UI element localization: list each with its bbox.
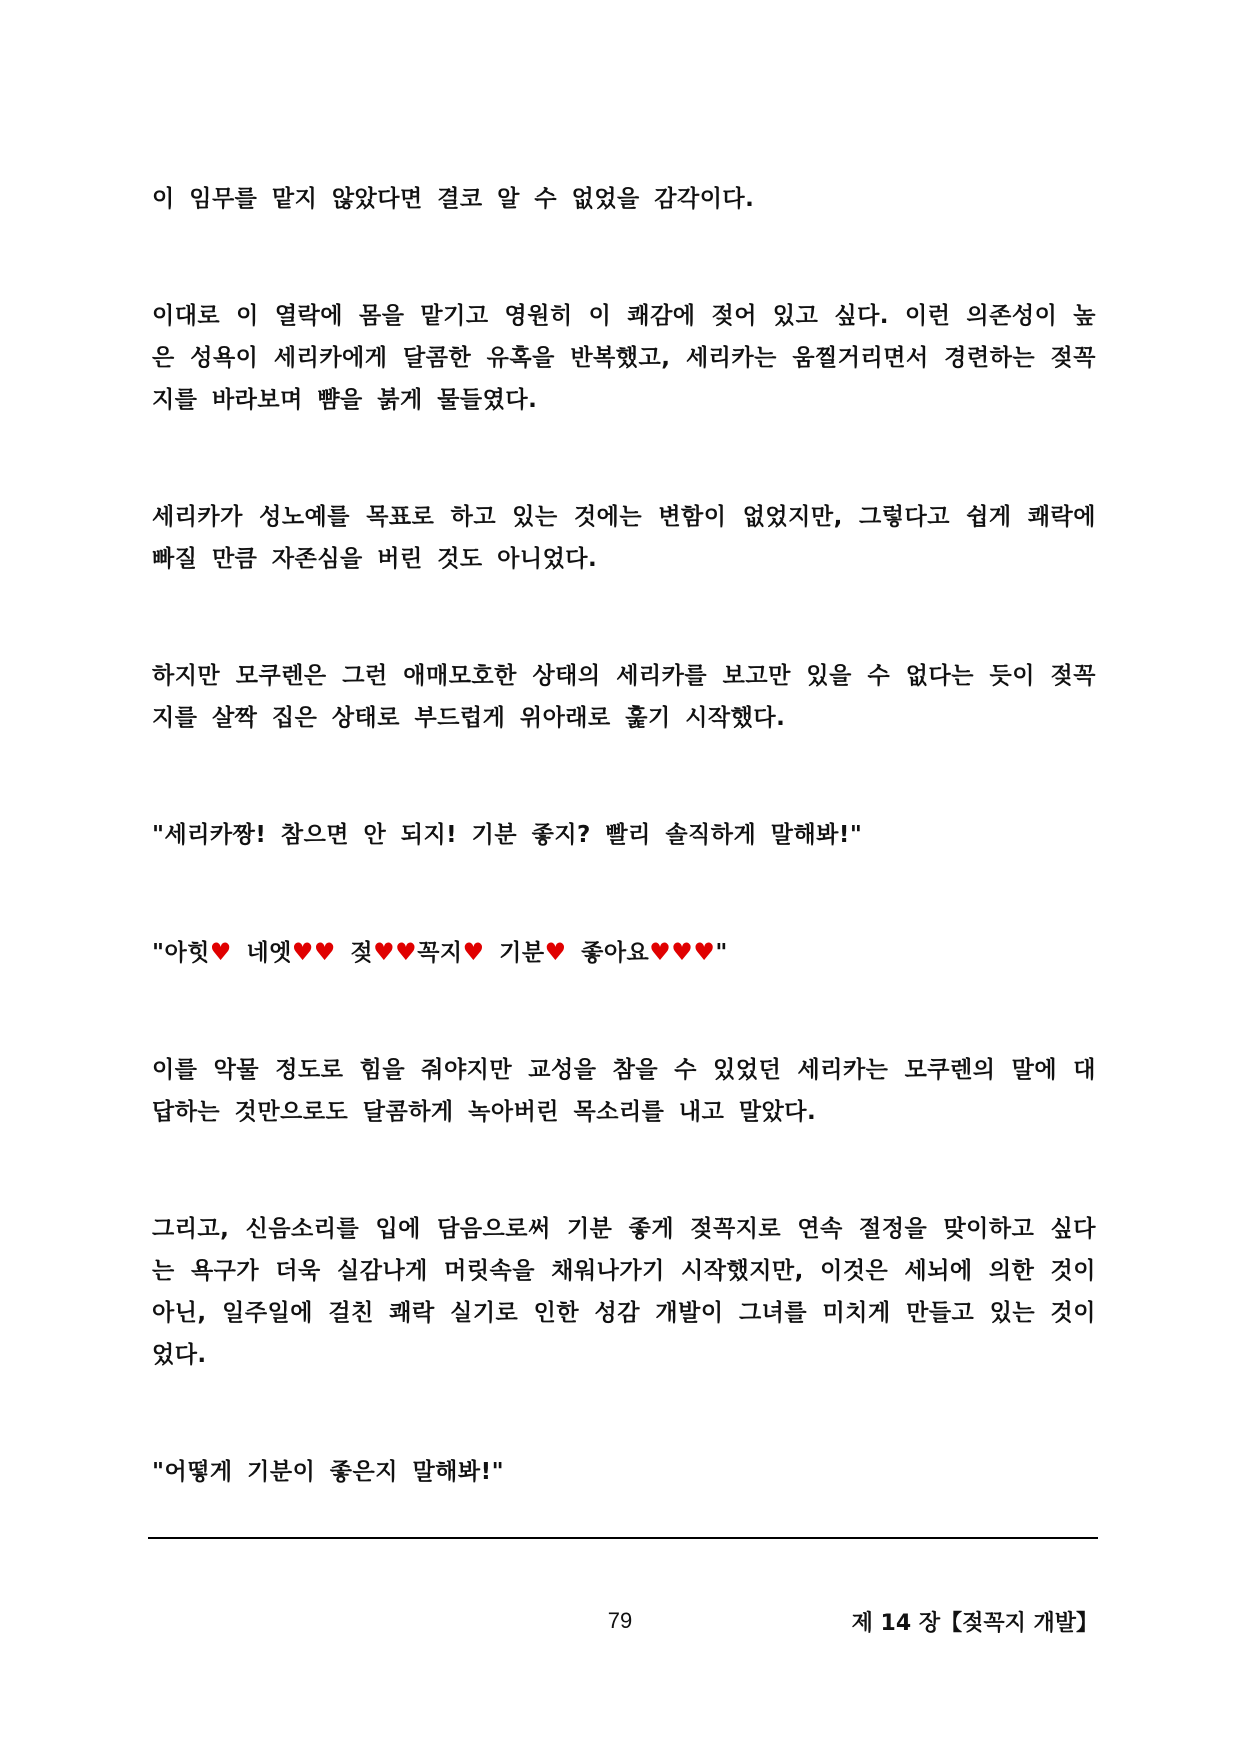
heart-icon: ♥ [462, 938, 485, 966]
chapter-title: 제 14 장【젖꼭지 개발】 [851, 1611, 1098, 1636]
moan-text: 기분 [484, 940, 545, 966]
dialogue-moan-line [152, 931, 1096, 974]
moan-text: 젖 [335, 940, 374, 966]
paragraph-4: 하지만 모쿠렌은 그런 애매모호한 상태의 세리카를 보고만 있을 수 없다는 듯이 젖꼭지를 살짝 집은 상태로 부드럽게 위아래로 훑기 시작했다. [152, 663, 1096, 731]
moan-text: 꼭지 [417, 940, 463, 966]
page-number: 79 [607, 1608, 633, 1633]
paragraph-1: 이 임무를 맡지 않았다면 결코 알 수 없었을 감각이다. [152, 186, 755, 212]
moan-text: 네엣 [231, 940, 292, 966]
moan-text: " [715, 940, 728, 966]
footer-divider [148, 1537, 1098, 1539]
dialogue-line-1: "세리카짱! 참으면 안 되지! 기분 좋지? 빨리 솔직하게 말해봐!" [152, 822, 863, 848]
moan-text: 좋아요 [566, 940, 650, 966]
paragraph-3: 세리카가 성노예를 목표로 하고 있는 것에는 변함이 없었지만, 그렇다고 쉽게 쾌락에 빠질 만큼 자존심을 버린 것도 아니었다. [152, 504, 1096, 572]
heart-icon: ♥♥♥ [649, 938, 716, 966]
heart-icon: ♥♥ [373, 938, 418, 966]
paragraph-2: 이대로 이 열락에 몸을 맡기고 영원히 이 쾌감에 젖어 있고 싶다. 이런 의존성이 높은 성욕이 세리카에게 달콤한 유혹을 반복했고, 세리카는 움찔거리면서 경련하는 젖꼭지를 바라보며 뺨을 붉게 물들였다. [152, 303, 1096, 413]
heart-icon: ♥ [209, 938, 232, 966]
moan-text: "아힛 [152, 940, 210, 966]
paragraph-6: 그리고, 신음소리를 입에 담음으로써 기분 좋게 젖꼭지로 연속 절정을 맞이하고 싶다는 욕구가 더욱 실감나게 머릿속을 채워나가기 시작했지만, 이것은 세뇌에 의한 것이 아닌, 일주일에 걸친 쾌락 실기로 인한 성감 개발이 그녀를 미치게 만들고 있는 것이었다. [152, 1216, 1096, 1368]
heart-icon: ♥♥ [291, 938, 336, 966]
dialogue-line-2: "어떻게 기분이 좋은지 말해봐!" [152, 1459, 505, 1485]
paragraph-5: 이를 악물 정도로 힘을 줘야지만 교성을 참을 수 있었던 세리카는 모쿠렌의 말에 대답하는 것만으로도 달콤하게 녹아버린 목소리를 내고 말았다. [152, 1057, 1096, 1125]
body-text [152, 178, 1096, 1568]
heart-icon: ♥ [544, 938, 567, 966]
